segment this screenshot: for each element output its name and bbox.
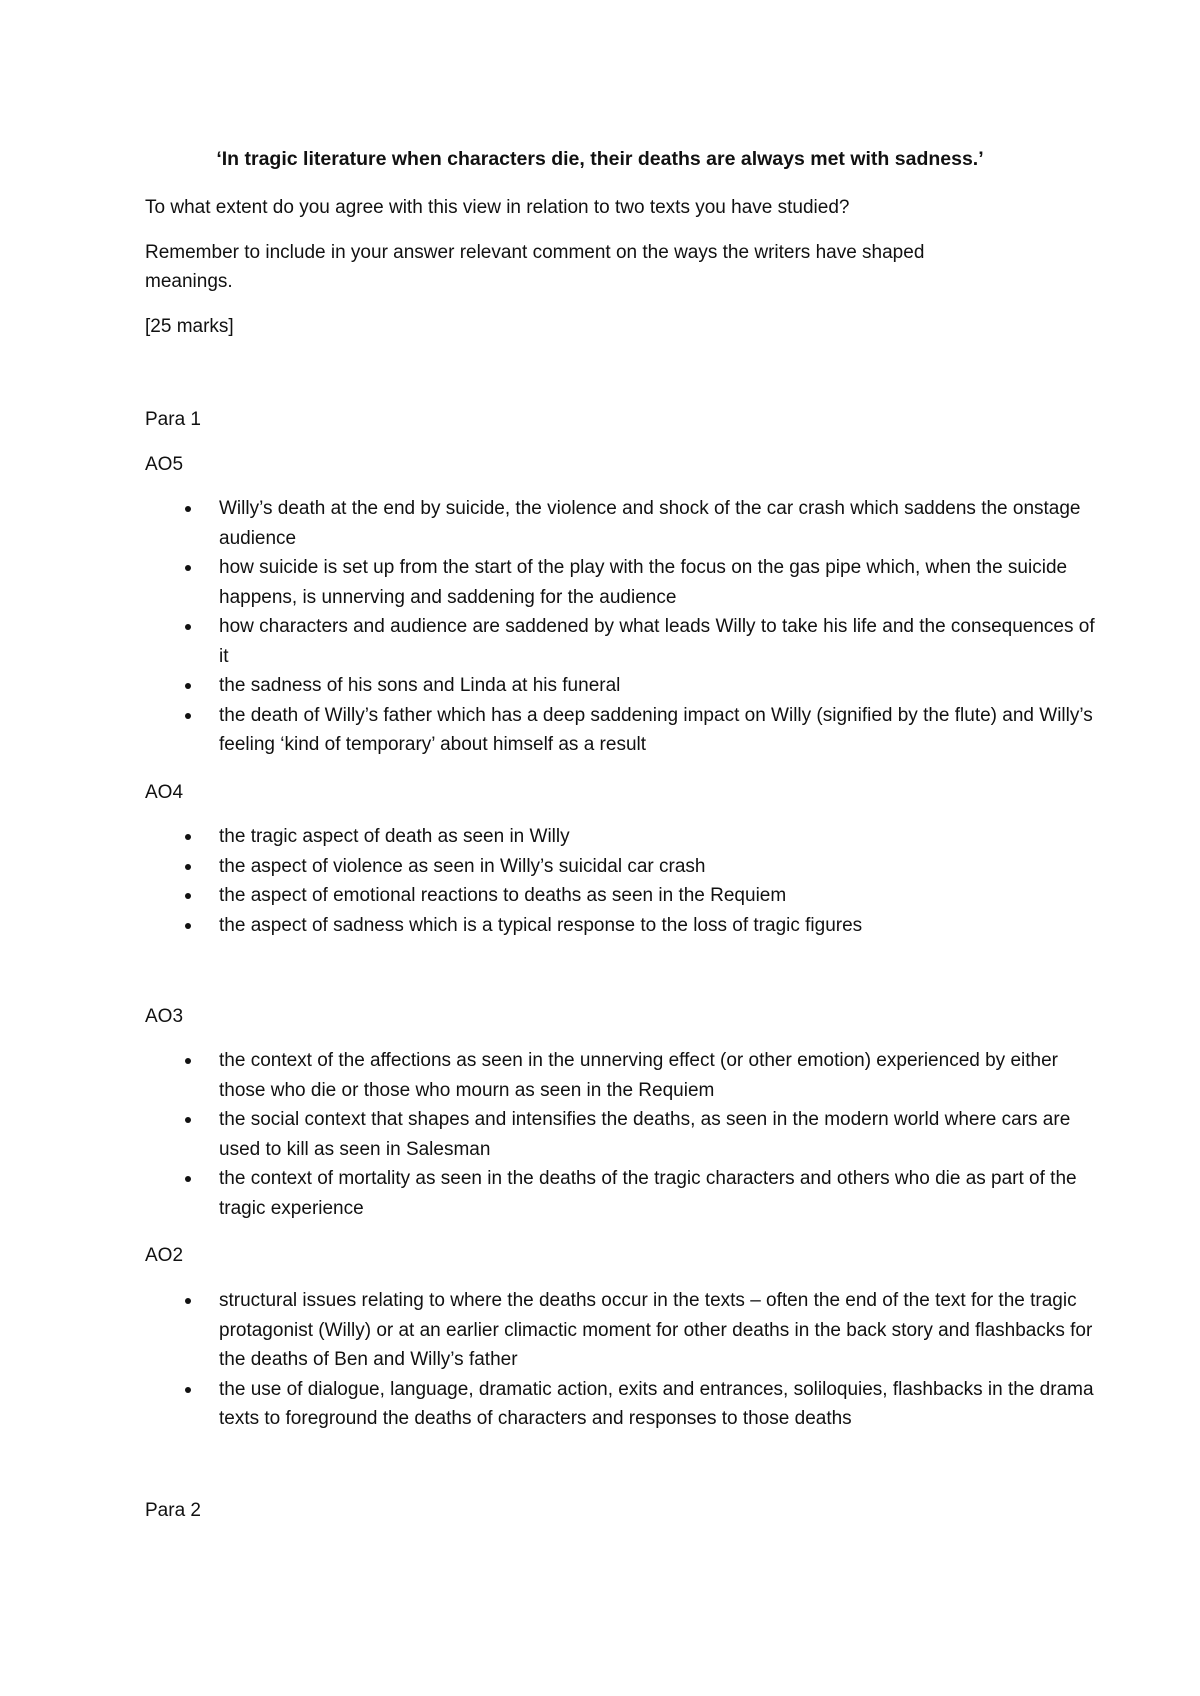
ao3-heading: AO3 [145, 1006, 184, 1027]
ao5-bullet-list [185, 494, 1099, 760]
list-item: Willy’s death at the end by suicide, the violence and shock of the car crash which saddens the onstage audience [185, 494, 1099, 553]
list-item: how characters and audience are saddened by what leads Willy to take his life and the consequences of it [185, 612, 1099, 671]
question-reminder-line-2: meanings. [145, 271, 233, 292]
list-item: the use of dialogue, language, dramatic action, exits and entrances, soliloquies, flashbacks in the drama texts to foreground the deaths of characters and responses to those deaths [185, 1375, 1099, 1434]
list-item: the sadness of his sons and Linda at his funeral [185, 671, 1099, 701]
question-reminder-line-1: Remember to include in your answer relevant comment on the ways the writers have shaped [145, 242, 925, 263]
list-item: the aspect of emotional reactions to deaths as seen in the Requiem [185, 881, 1099, 911]
ao4-heading: AO4 [145, 782, 184, 803]
ao5-heading: AO5 [145, 454, 184, 475]
list-item: the death of Willy’s father which has a deep saddening impact on Willy (signified by the flute) and Willy’s feeling ‘kind of temporary’ about himself as a result [185, 701, 1099, 760]
ao4-bullet-list [185, 822, 1099, 940]
list-item: the context of the affections as seen in the unnerving effect (or other emotion) experienced by either those who die or those who mourn as seen in the Requiem [185, 1046, 1099, 1105]
list-item: the social context that shapes and intensifies the deaths, as seen in the modern world where cars are used to kill as seen in Salesman [185, 1105, 1099, 1164]
list-item: the tragic aspect of death as seen in Willy [185, 822, 1099, 852]
ao2-heading: AO2 [145, 1245, 184, 1266]
ao3-bullet-list [185, 1046, 1099, 1223]
question-title: ‘In tragic literature when characters die, their deaths are always met with sadness.’ [216, 148, 984, 170]
list-item: the aspect of sadness which is a typical response to the loss of tragic figures [185, 911, 1099, 941]
para1-heading: Para 1 [145, 409, 201, 430]
list-item: structural issues relating to where the deaths occur in the texts – often the end of the text for the tragic protagonist (Willy) or at an earlier climactic moment for other deaths in the back story and flashbacks for the deaths of Ben and Willy’s father [185, 1286, 1099, 1375]
list-item: the context of mortality as seen in the deaths of the tragic characters and others who die as part of the tragic experience [185, 1164, 1099, 1223]
question-prompt: To what extent do you agree with this view in relation to two texts you have studied? [145, 197, 850, 218]
question-marks: [25 marks] [145, 316, 234, 337]
list-item: how suicide is set up from the start of the play with the focus on the gas pipe which, when the suicide happens, is unnerving and saddening for the audience [185, 553, 1099, 612]
list-item: the aspect of violence as seen in Willy’s suicidal car crash [185, 852, 1099, 882]
para2-heading: Para 2 [145, 1500, 201, 1521]
ao2-bullet-list [185, 1286, 1099, 1434]
